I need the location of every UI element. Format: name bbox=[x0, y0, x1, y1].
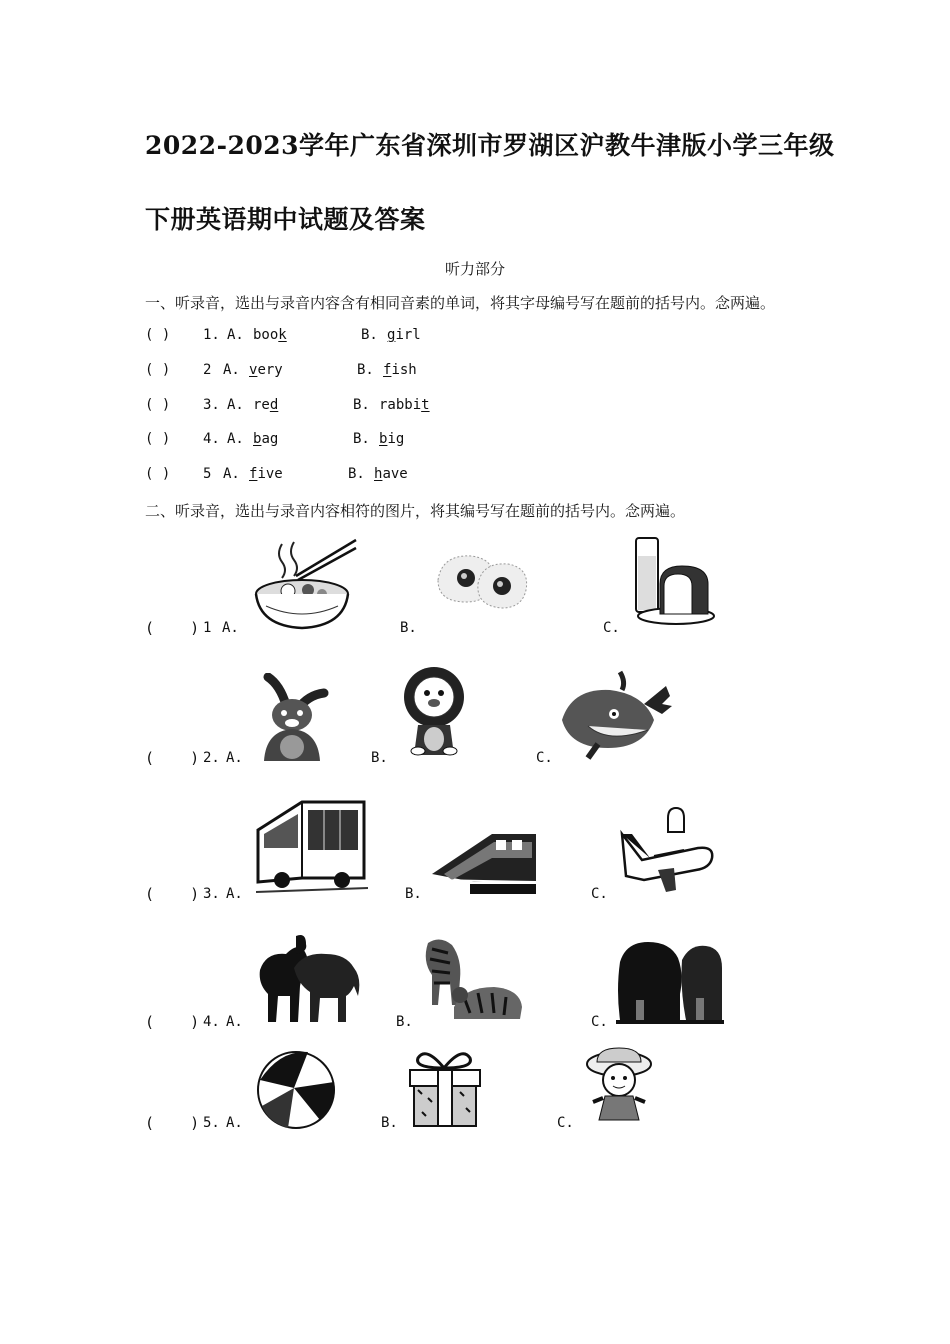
answer-paren[interactable]: ( ) bbox=[145, 397, 171, 413]
lion-toy-picture[interactable] bbox=[402, 665, 466, 757]
ball-picture[interactable] bbox=[254, 1050, 340, 1130]
option-b-label: B. bbox=[396, 1014, 413, 1030]
bears-picture[interactable] bbox=[616, 940, 724, 1024]
option-a-label: A. bbox=[223, 362, 240, 378]
option-a-label: A. bbox=[226, 1014, 243, 1030]
option-b-label: B. bbox=[353, 431, 370, 447]
item-number: 4. bbox=[203, 1014, 220, 1030]
option-b-label: B. bbox=[361, 327, 378, 343]
item-number: 4. bbox=[203, 431, 220, 447]
option-b-label: B. bbox=[371, 750, 388, 766]
elephants-picture[interactable] bbox=[254, 930, 364, 1024]
option-a-label: A. bbox=[226, 750, 243, 766]
option-b-word: big bbox=[379, 431, 405, 447]
tigers-picture[interactable] bbox=[420, 935, 524, 1023]
item-number: 5. bbox=[203, 1115, 220, 1131]
answer-paren[interactable]: ( ) bbox=[145, 431, 171, 447]
item-number: 2. bbox=[203, 750, 220, 766]
option-a-label: A. bbox=[226, 886, 243, 902]
option-b-word: fish bbox=[383, 362, 417, 378]
option-a-label: A. bbox=[226, 1115, 243, 1131]
option-c-label: C. bbox=[536, 750, 553, 766]
item-number: 5 bbox=[203, 466, 212, 482]
part1-instruction: 一、听录音，选出与录音内容含有相同音素的单词，将其字母编号写在题前的括号内。念两遍。 bbox=[145, 294, 776, 312]
option-a-word: very bbox=[249, 362, 283, 378]
noodles-picture[interactable] bbox=[252, 536, 358, 630]
part2-instruction: 二、听录音，选出与录音内容相符的图片，将其编号写在题前的括号内。念两遍。 bbox=[145, 502, 686, 520]
option-c-label: C. bbox=[557, 1115, 574, 1131]
option-b-label: B. bbox=[348, 466, 365, 482]
answer-paren[interactable]: ( ) bbox=[145, 327, 171, 343]
answer-paren[interactable]: ( ) bbox=[145, 1114, 200, 1132]
option-b-label: B. bbox=[400, 620, 417, 636]
eggs-picture[interactable] bbox=[432, 548, 530, 628]
option-c-label: C. bbox=[603, 620, 620, 636]
item-number: 3. bbox=[203, 886, 220, 902]
option-b-word: have bbox=[374, 466, 408, 482]
item-number: 3. bbox=[203, 397, 220, 413]
option-b-word: girl bbox=[387, 327, 421, 343]
section-heading: 听力部分 bbox=[444, 260, 505, 278]
answer-paren[interactable]: ( ) bbox=[145, 362, 171, 378]
option-a-label: A. bbox=[222, 620, 239, 636]
option-b-label: B. bbox=[357, 362, 374, 378]
doll-picture[interactable] bbox=[583, 1046, 655, 1122]
item-number: 2 bbox=[203, 362, 212, 378]
option-a-word: book bbox=[253, 327, 287, 343]
milk-bread-picture[interactable] bbox=[630, 534, 718, 630]
gift-picture[interactable] bbox=[406, 1048, 484, 1128]
option-b-label: B. bbox=[353, 397, 370, 413]
answer-paren[interactable]: ( ) bbox=[145, 885, 200, 903]
option-b-label: B. bbox=[381, 1115, 398, 1131]
whale-toy-picture[interactable] bbox=[558, 670, 674, 760]
answer-paren[interactable]: ( ) bbox=[145, 466, 171, 482]
option-a-label: A. bbox=[227, 327, 244, 343]
answer-paren[interactable]: ( ) bbox=[145, 619, 200, 637]
document-title-line-1: 2022-2023学年广东省深圳市罗湖区沪教牛津版小学三年级 bbox=[145, 131, 835, 160]
answer-paren[interactable]: ( ) bbox=[145, 749, 200, 767]
document-title-line-2: 下册英语期中试题及答案 bbox=[145, 205, 426, 234]
item-number: 1 bbox=[203, 620, 212, 636]
option-c-label: C. bbox=[591, 1014, 608, 1030]
plane-picture[interactable] bbox=[618, 806, 714, 898]
bus-picture[interactable] bbox=[256, 800, 368, 894]
option-a-label: A. bbox=[223, 466, 240, 482]
option-b-label: B. bbox=[405, 886, 422, 902]
train-picture[interactable] bbox=[430, 818, 540, 900]
item-number: 1. bbox=[203, 327, 220, 343]
option-b-word: rabbit bbox=[379, 397, 430, 413]
option-c-label: C. bbox=[591, 886, 608, 902]
answer-paren[interactable]: ( ) bbox=[145, 1013, 200, 1031]
rabbit-toy-picture[interactable] bbox=[254, 673, 330, 763]
option-a-label: A. bbox=[227, 397, 244, 413]
option-a-word: red bbox=[253, 397, 279, 413]
option-a-label: A. bbox=[227, 431, 244, 447]
option-a-word: bag bbox=[253, 431, 279, 447]
option-a-word: five bbox=[249, 466, 283, 482]
